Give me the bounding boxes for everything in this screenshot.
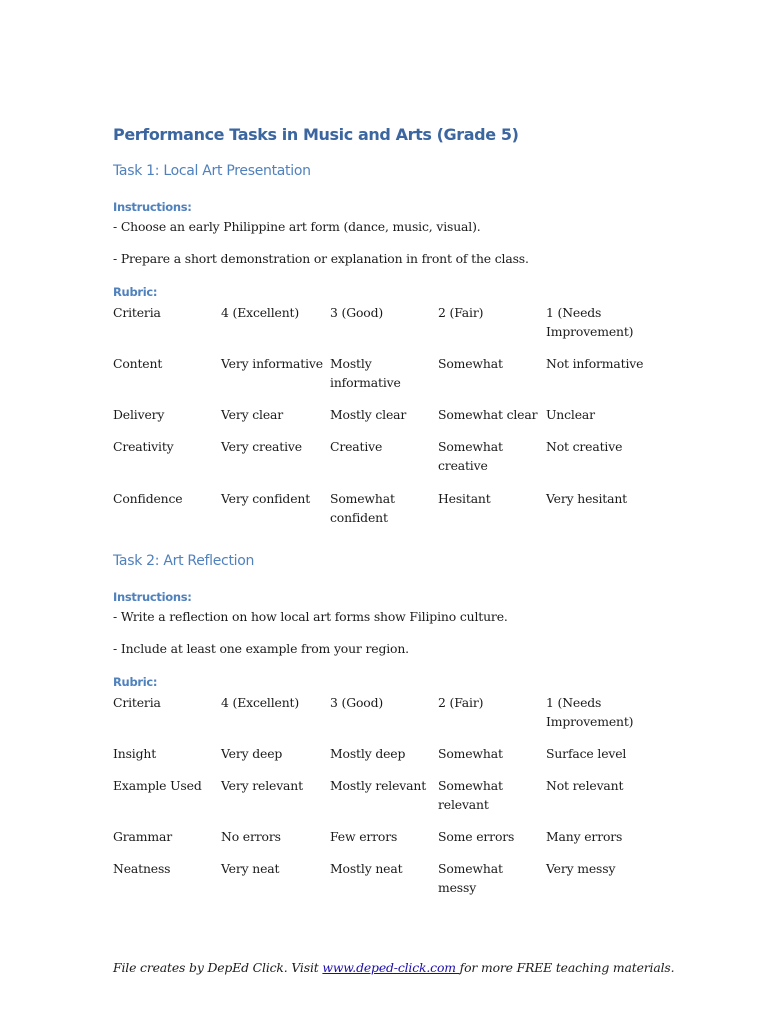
- rubric-cell: Very relevant: [221, 778, 303, 793]
- page-footer: [113, 960, 674, 975]
- rubric-cell: Not informative: [546, 356, 644, 371]
- rubric-cell: Example Used: [113, 778, 202, 793]
- rubric-cell: 2 (Fair): [438, 695, 484, 710]
- rubric-cell: Creativity: [113, 439, 174, 454]
- rubric-cell: Somewhat messy: [438, 861, 503, 895]
- rubric-cell: 3 (Good): [330, 695, 384, 710]
- task1-instruction-1: - Choose an early Philippine art form (dance, music, visual).: [113, 219, 481, 234]
- rubric-cell: Few errors: [330, 829, 398, 844]
- rubric-cell: 4 (Excellent): [221, 305, 300, 320]
- rubric-cell: Creative: [330, 439, 383, 454]
- rubric-cell: Somewhat clear: [438, 407, 538, 422]
- rubric-cell: Very creative: [221, 439, 302, 454]
- deped-click-link[interactable]: www.deped-click.com: [322, 960, 460, 975]
- rubric-cell: Somewhat: [438, 746, 503, 761]
- rubric-cell: Criteria: [113, 305, 161, 320]
- rubric-cell: Very informative: [221, 356, 323, 371]
- rubric-cell: Somewhat relevant: [438, 778, 503, 812]
- rubric-cell: Mostly clear: [330, 407, 407, 422]
- rubric-cell: Surface level: [546, 746, 627, 761]
- rubric-cell: No errors: [221, 829, 281, 844]
- rubric-cell: 4 (Excellent): [221, 695, 300, 710]
- task1-instructions-label: Instructions:: [113, 200, 192, 214]
- rubric-cell: Neatness: [113, 861, 171, 876]
- rubric-cell: Somewhat creative: [438, 439, 503, 473]
- rubric-cell: Very confident: [221, 491, 311, 506]
- rubric-cell: Not relevant: [546, 778, 624, 793]
- rubric-cell: Hesitant: [438, 491, 491, 506]
- task2-instructions-label: Instructions:: [113, 590, 192, 604]
- rubric-cell: Delivery: [113, 407, 165, 422]
- rubric-cell: Very neat: [221, 861, 280, 876]
- rubric-cell: Mostly deep: [330, 746, 406, 761]
- rubric-cell: Very messy: [546, 861, 616, 876]
- rubric-cell: Somewhat confident: [330, 491, 395, 525]
- rubric-cell: Mostly relevant: [330, 778, 427, 793]
- footer-suffix: for more FREE teaching materials.: [459, 960, 675, 975]
- rubric-cell: Grammar: [113, 829, 172, 844]
- rubric-cell: Confidence: [113, 491, 183, 506]
- task1-instruction-2: - Prepare a short demonstration or explanation in front of the class.: [113, 251, 529, 266]
- rubric-cell: Criteria: [113, 695, 161, 710]
- rubric-cell: Somewhat: [438, 356, 503, 371]
- rubric-cell: Mostly informative: [330, 356, 401, 390]
- rubric-cell: Very clear: [221, 407, 284, 422]
- rubric-cell: 1 (Needs Improvement): [546, 695, 634, 729]
- rubric-cell: Very hesitant: [546, 491, 628, 506]
- rubric-cell: Some errors: [438, 829, 515, 844]
- rubric-cell: Content: [113, 356, 163, 371]
- task2-instruction-2: - Include at least one example from your region.: [113, 641, 409, 656]
- task1-heading: Task 1: Local Art Presentation: [113, 163, 311, 179]
- rubric-cell: 2 (Fair): [438, 305, 484, 320]
- rubric-cell: Unclear: [546, 407, 595, 422]
- rubric-cell: Very deep: [221, 746, 283, 761]
- rubric-cell: Not creative: [546, 439, 623, 454]
- rubric-cell: 3 (Good): [330, 305, 384, 320]
- task1-rubric-label: Rubric:: [113, 285, 158, 299]
- document-title: Performance Tasks in Music and Arts (Grade 5): [113, 125, 519, 144]
- footer-prefix: File creates by DepEd Click. Visit: [113, 960, 323, 975]
- rubric-cell: Mostly neat: [330, 861, 403, 876]
- task2-heading: Task 2: Art Reflection: [113, 553, 255, 569]
- rubric-cell: Insight: [113, 746, 157, 761]
- task2-instruction-1: - Write a reflection on how local art forms show Filipino culture.: [113, 609, 508, 624]
- task2-rubric-label: Rubric:: [113, 675, 158, 689]
- rubric-cell: Many errors: [546, 829, 623, 844]
- rubric-cell: 1 (Needs Improvement): [546, 305, 634, 339]
